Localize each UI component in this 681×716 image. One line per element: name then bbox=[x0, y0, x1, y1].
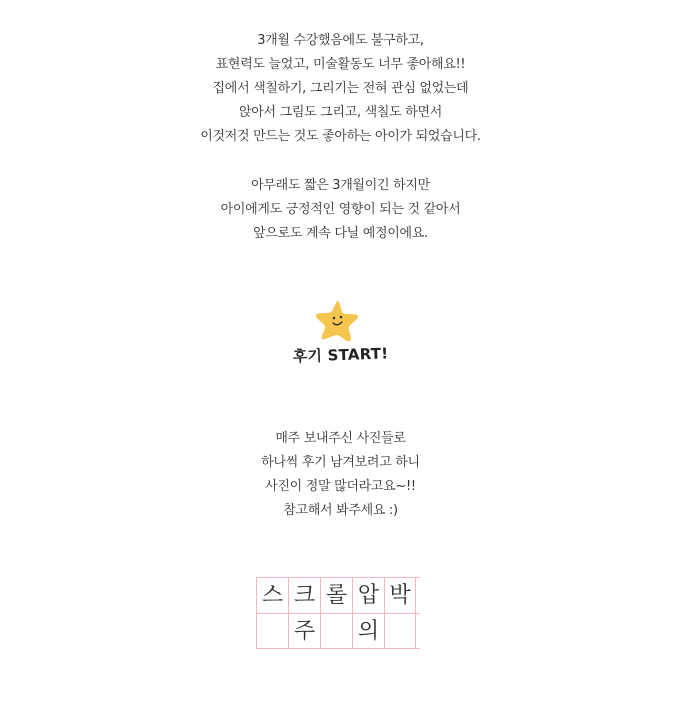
grid-cell: 의 bbox=[352, 614, 384, 649]
review-paragraph-1 bbox=[0, 29, 681, 149]
paragraph-line: 매주 보내주신 사진들로 bbox=[275, 431, 406, 446]
paragraph-line: 앞으로도 계속 다닐 예정이에요. bbox=[253, 226, 428, 241]
paragraph-line: 집에서 색칠하기, 그리기는 전혀 관심 없었는데 bbox=[212, 81, 469, 96]
review-paragraph-2 bbox=[0, 174, 681, 246]
grid-cell bbox=[384, 614, 416, 649]
paragraph-line: 아이에게도 긍정적인 영향이 되는 것 같아서 bbox=[220, 202, 461, 217]
grid-cell: 주 bbox=[288, 614, 320, 649]
paragraph-line: 표현력도 늘었고, 미술활동도 너무 좋아해요!! bbox=[215, 57, 466, 72]
paragraph-line: 사진이 정말 많더라고요~!! bbox=[265, 479, 416, 494]
grid-cell: 크 bbox=[288, 578, 320, 613]
grid-row bbox=[256, 613, 420, 649]
paragraph-line: 참고해서 봐주세요 :) bbox=[283, 503, 398, 518]
grid-cell bbox=[256, 614, 288, 649]
scroll-warning-grid bbox=[256, 577, 420, 649]
smiling-star-icon bbox=[313, 299, 361, 343]
grid-cell bbox=[320, 614, 352, 649]
paragraph-line: 아무래도 짧은 3개월이긴 하지만 bbox=[251, 178, 430, 193]
grid-cell: 박 bbox=[384, 578, 416, 613]
grid-cell: 롤 bbox=[320, 578, 352, 613]
review-paragraph-3 bbox=[0, 427, 681, 523]
paragraph-line: 하나씩 후기 남겨보려고 하니 bbox=[261, 455, 420, 470]
grid-cell: 압 bbox=[352, 578, 384, 613]
paragraph-line: 앉아서 그림도 그리고, 색칠도 하면서 bbox=[238, 105, 443, 120]
grid-cell: 스 bbox=[256, 578, 288, 613]
grid-row bbox=[256, 578, 420, 613]
paragraph-line: 이것저것 만드는 것도 좋아하는 아이가 되었습니다. bbox=[200, 129, 481, 144]
paragraph-line: 3개월 수강했음에도 불구하고, bbox=[257, 33, 424, 48]
star-shape bbox=[316, 301, 358, 341]
review-start-heading: 후기 START! bbox=[292, 344, 389, 366]
